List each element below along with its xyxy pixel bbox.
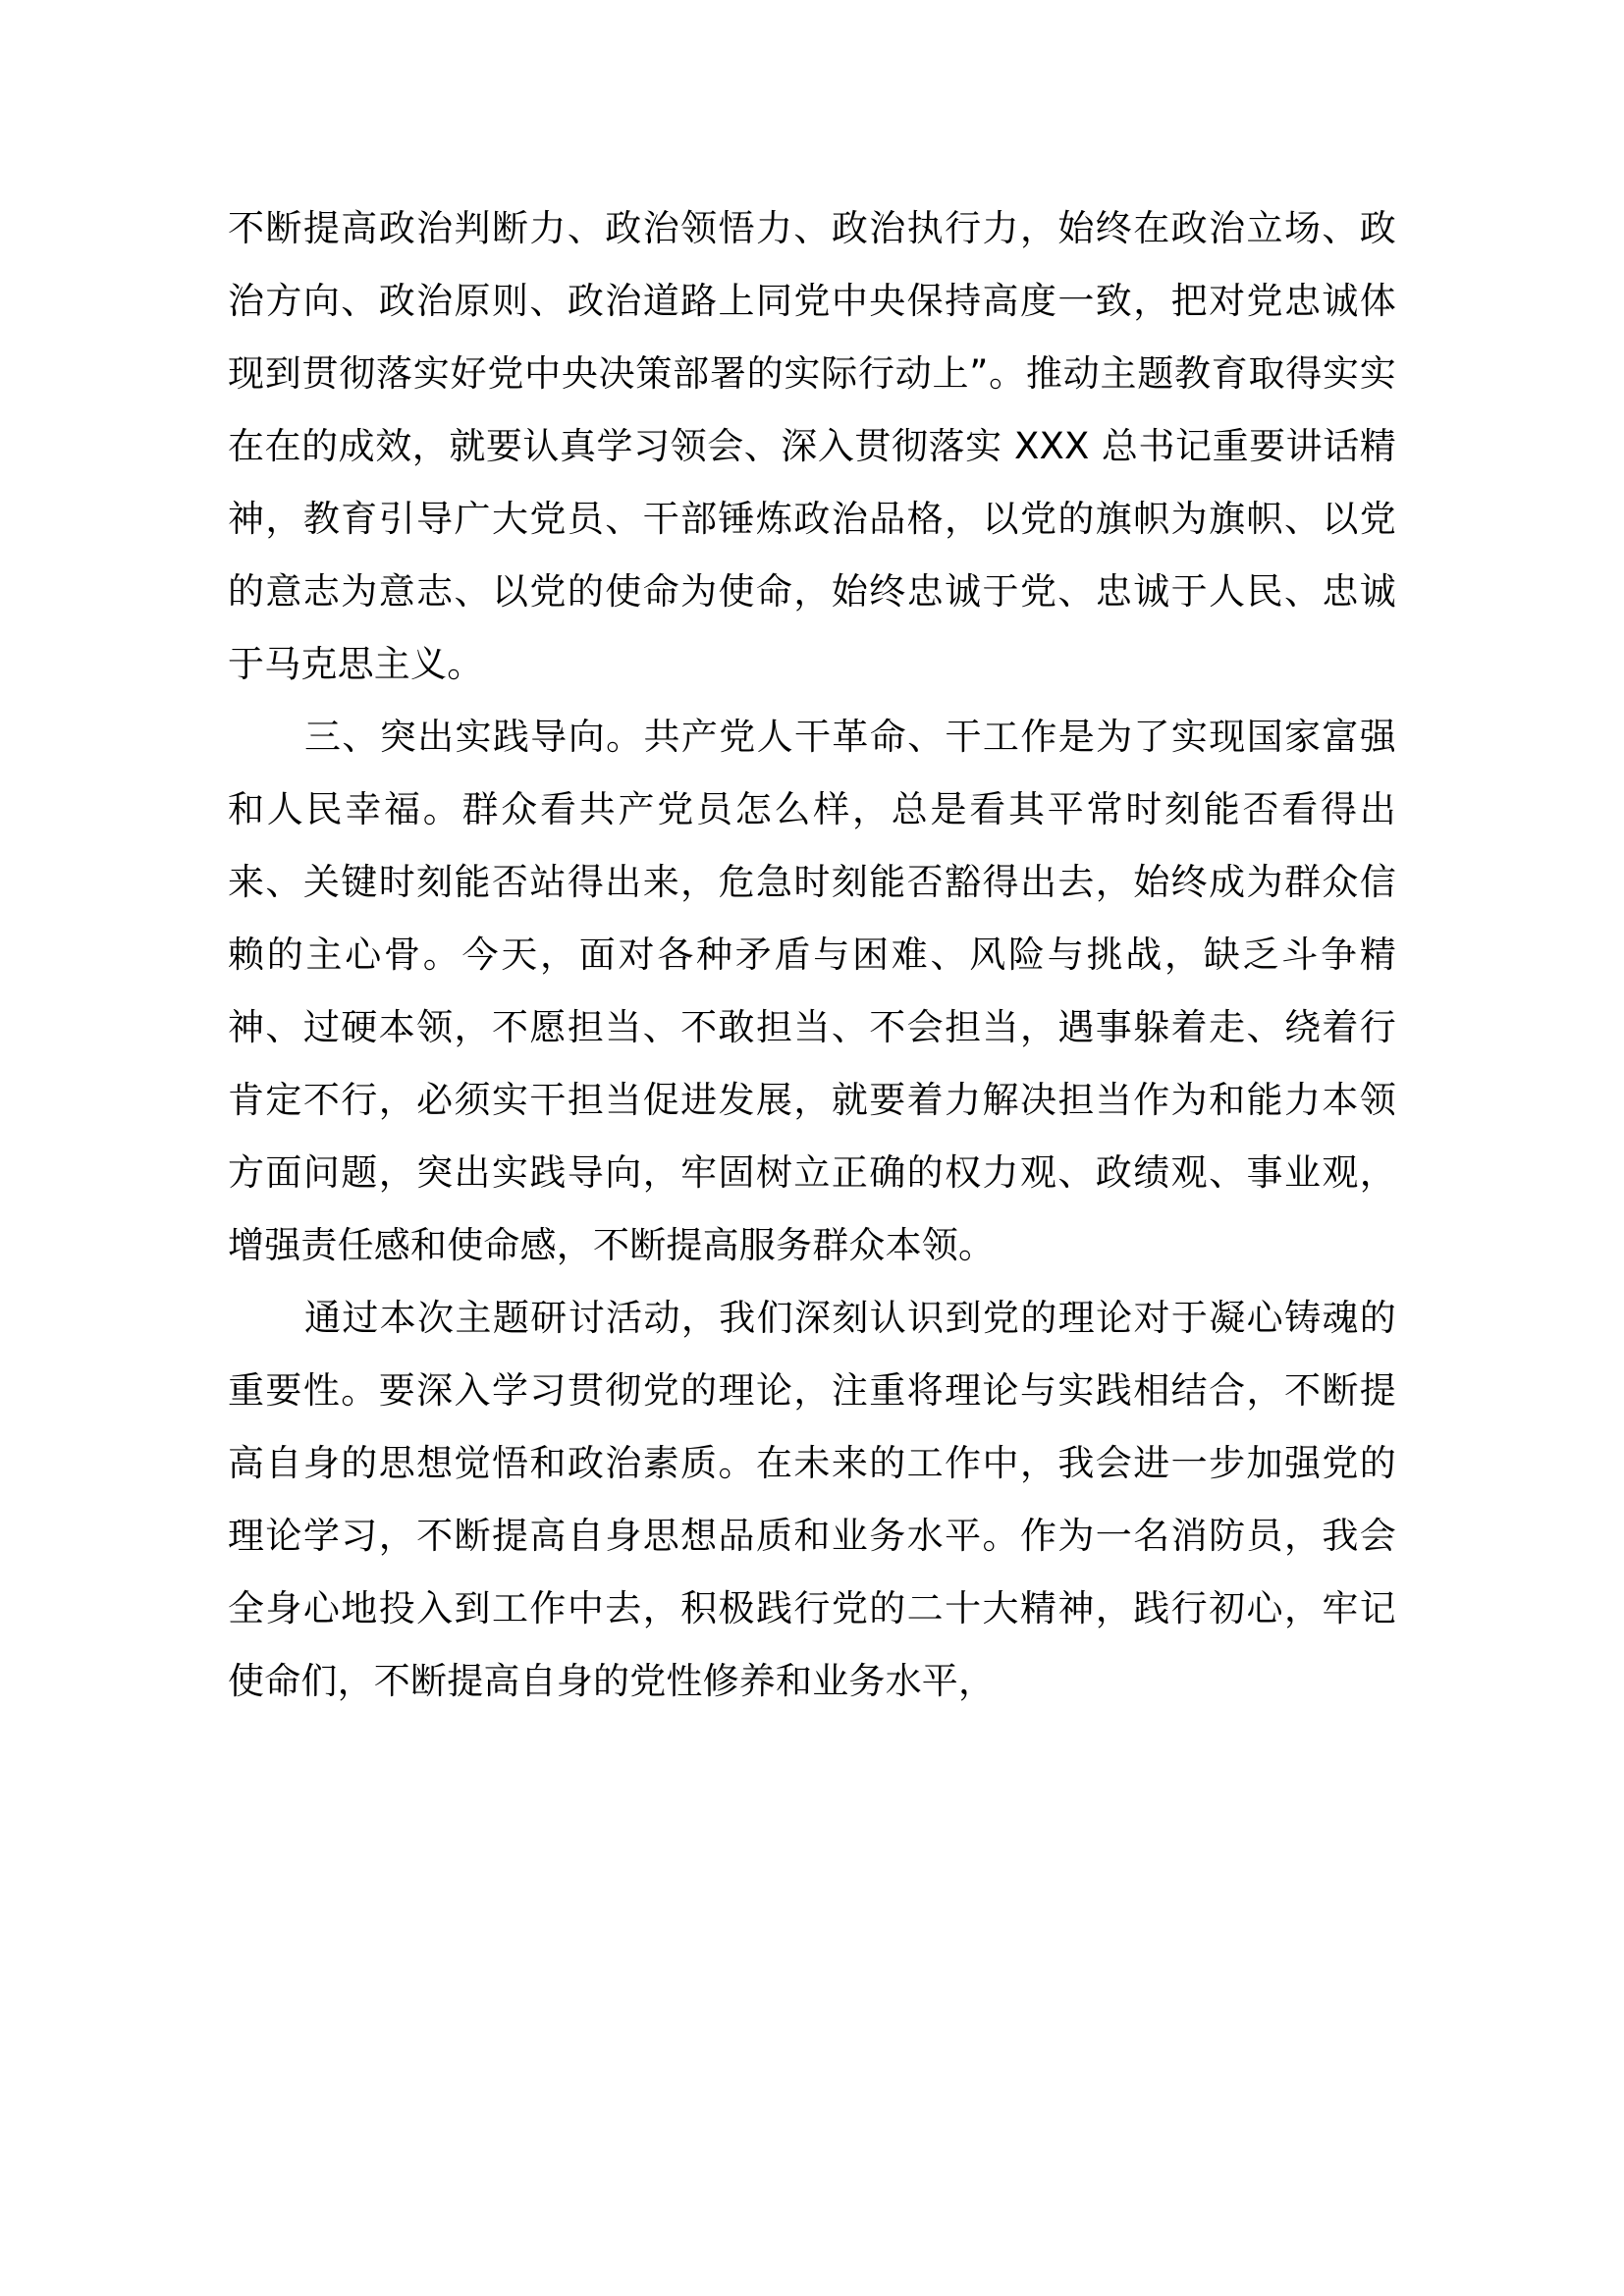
paragraph: 三、突出实践导向。共产党人干革命、干工作是为了实现国家富强和人民幸福。群众看共产党员怎么样，总是看其平常时刻能否看得出来、关键时刻能否站得出来，危急时刻能否豁得出去，始终成为群众信赖的主心骨。今天，面对各种矛盾与困难、风险与挑战，缺乏斗争精神、过硬本领，不愿担当、不敢担当、不会担当，遇事躲着走、绕着行肯定不行，必须实干担当促进发展，就要着力解决担当作为和能力本领方面问题，突出实践导向，牢固树立正确的权力观、政绩观、事业观，增强责任感和使命感，不断提高服务群众本领。 [228, 716, 1396, 1266]
document-body [228, 192, 1396, 1718]
paragraph: 不断提高政治判断力、政治领悟力、政治执行力，始终在政治立场、政治方向、政治原则、政治道路上同党中央保持高度一致，把对党忠诚体现到贯彻落实好党中央决策部署的实际行动上”。推动主题教育取得实实在在的成效，就要认真学习领会、深入贯彻落实 XXX 总书记重要讲话精神，教育引导广大党员、干部锤炼政治品格，以党的旗帜为旗帜、以党的意志为意志、以党的使命为使命，始终忠诚于党、忠诚于人民、忠诚于马克思主义。 [228, 207, 1396, 685]
paragraph: 通过本次主题研讨活动，我们深刻认识到党的理论对于凝心铸魂的重要性。要深入学习贯彻党的理论，注重将理论与实践相结合，不断提高自身的思想觉悟和政治素质。在未来的工作中，我会进一步加强党的理论学习，不断提高自身思想品质和业务水平。作为一名消防员，我会全身心地投入到工作中去，积极践行党的二十大精神，践行初心，牢记使命们，不断提高自身的党性修养和业务水平， [228, 1297, 1396, 1702]
